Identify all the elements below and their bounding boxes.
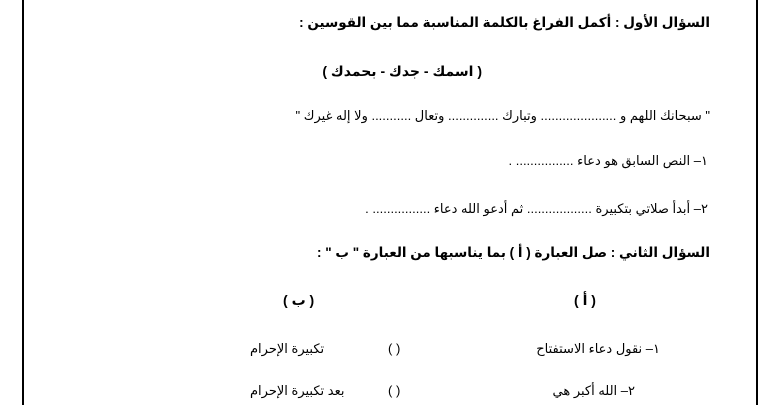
question-1-title: السؤال الأول : أكمل الفراغ بالكلمة المناسبة مما بين القوسين : bbox=[299, 15, 710, 30]
question-1-item-2: ٢– أبدأ صلاتي بتكبيرة .................. ثم أدعو الله دعاء ................ . bbox=[365, 201, 708, 216]
match-row-1-a: ١– نقول دعاء الاستفتاح bbox=[536, 341, 660, 356]
match-row-2-a: ٢– الله أكبر هي bbox=[552, 383, 635, 398]
match-row-2-b: بعد تكبيرة الإحرام bbox=[250, 383, 345, 398]
match-row-2-blank: ( ) bbox=[388, 383, 401, 398]
word-options: ( اسمك - جدك - بحمدك ) bbox=[322, 63, 482, 79]
question-2-title: السؤال الثاني : صل العبارة ( أ ) بما يناسبها من العبارة " ب " : bbox=[317, 245, 710, 260]
column-b-header: ( ب ) bbox=[283, 292, 315, 308]
fill-in-sentence: " سبحانك اللهم و ..................... وتبارك .............. وتعال ........... ولا إله غيرك " bbox=[295, 108, 710, 123]
match-row-1-blank: ( ) bbox=[388, 341, 401, 356]
match-row-1-b: تكبيرة الإحرام bbox=[250, 341, 325, 356]
question-1-item-1: ١– النص السابق هو دعاء ................ . bbox=[508, 153, 708, 168]
column-a-header: ( أ ) bbox=[574, 292, 596, 308]
